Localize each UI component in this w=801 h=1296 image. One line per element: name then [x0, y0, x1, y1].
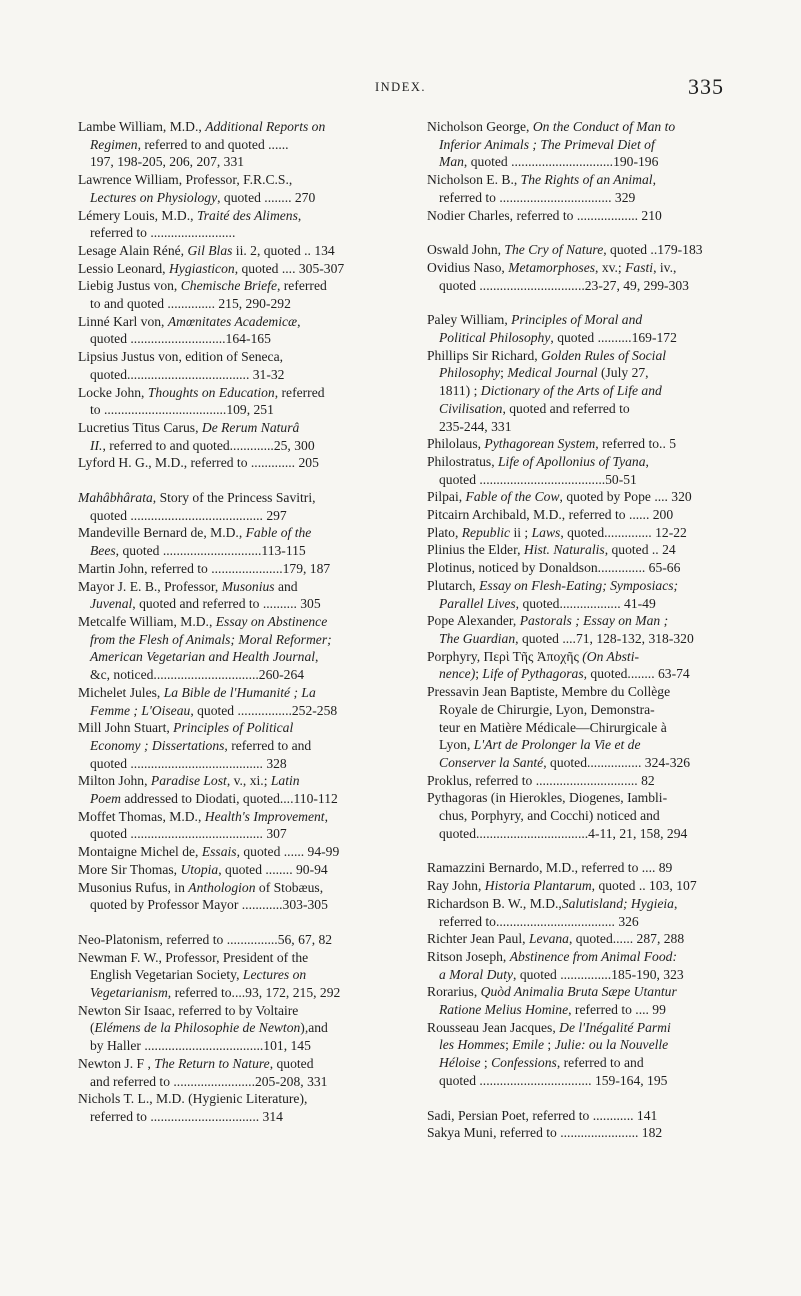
entry-line: Richter Jean Paul, Levana, quoted...... 287, 288 — [427, 931, 685, 947]
entry-line: quoted ...............................23-27, 49, 299-303 — [439, 277, 689, 293]
entry-line: quoted .....................................50-51 — [439, 471, 637, 487]
entry-line: Plutarch, Essay on Flesh-Eating; Symposiacs; — [427, 577, 679, 593]
entry-line: Lyford H. G., M.D., referred to ............. 205 — [78, 455, 319, 471]
index-entry — [427, 559, 746, 577]
entry-line: Inferior Animals ; The Primeval Diet of — [439, 136, 655, 152]
entry-line: Ratione Melius Homine, referred to .... 99 — [439, 1002, 666, 1018]
entry-line: Pilpai, Fable of the Cow, quoted by Pope .... 320 — [427, 489, 692, 505]
index-entry — [78, 879, 396, 914]
entry-line: Pope Alexander, Pastorals ; Essay on Man ; — [427, 613, 669, 629]
entry-line: quoted ....................................... 328 — [90, 755, 287, 771]
entry-line: Mayor J. E. B., Professor, Musonius and — [78, 578, 298, 594]
index-entry — [427, 311, 746, 346]
entry-line: referred to ................................. 329 — [439, 189, 636, 205]
index-entry — [78, 808, 396, 843]
entry-line: Plotinus, noticed by Donaldson.............. 65-66 — [427, 560, 681, 576]
entry-line: English Vegetarian Society, Lectures on — [90, 967, 307, 983]
entry-line: Political Philosophy, quoted ..........169-172 — [439, 330, 677, 346]
index-entry — [78, 348, 396, 383]
page-header — [0, 74, 801, 102]
entry-line: Mahâbhârata, Story of the Princess Savitri, — [78, 490, 316, 506]
entry-line: Lambe William, M.D., Additional Reports on — [78, 119, 326, 134]
entry-line: Pythagoras (in Hierokles, Diogenes, Iambli- — [427, 790, 668, 806]
index-entry — [78, 684, 396, 719]
entry-line: American Vegetarian and Health Journal, — [90, 649, 319, 665]
index-entry — [427, 171, 746, 206]
entry-line: Mill John Stuart, Principles of Political — [78, 720, 294, 736]
section-gap — [78, 914, 396, 931]
index-entry — [78, 560, 396, 578]
index-entry — [78, 1090, 396, 1125]
entry-line: Lessio Leonard, Hygiasticon, quoted .... 305-307 — [78, 260, 345, 276]
index-entry — [78, 1002, 396, 1055]
index-entry — [78, 861, 396, 879]
entry-line: Rorarius, Quòd Animalia Bruta Sæpe Utantur — [427, 984, 677, 1000]
entry-line: Paley William, Principles of Moral and — [427, 312, 643, 328]
entry-line: Civilisation, quoted and referred to — [439, 400, 630, 416]
entry-line: Nodier Charles, referred to .................. 210 — [427, 207, 662, 223]
entry-line: Newton Sir Isaac, referred to by Voltaire — [78, 1002, 299, 1018]
entry-line: Newman F. W., Professor, President of the — [78, 949, 309, 965]
index-entry — [78, 613, 396, 684]
entry-line: Vegetarianism, referred to....93, 172, 215, 292 — [90, 985, 341, 1001]
entry-line: Pressavin Jean Baptiste, Membre du Collège — [427, 684, 671, 700]
index-entry — [427, 948, 746, 983]
entry-line: Héloise ; Confessions, referred to and — [439, 1055, 644, 1071]
section-gap — [427, 842, 746, 859]
index-entry — [78, 578, 396, 613]
entry-line: Conserver la Santé, quoted................ 324-326 — [439, 754, 691, 770]
entry-line: 197, 198-205, 206, 207, 331 — [90, 154, 245, 170]
entry-line: Plato, Republic ii ; Laws, quoted.............. 12-22 — [427, 524, 687, 540]
entry-line: II., referred to and quoted.............25, 300 — [90, 437, 315, 453]
entry-line: Locke John, Thoughts on Education, referred — [78, 384, 325, 400]
entry-line: Linné Karl von, Amœnitates Academicæ, — [78, 313, 301, 329]
entry-line: Lucretius Titus Carus, De Rerum Naturâ — [78, 419, 300, 435]
entry-line: quoted by Professor Mayor ............303-305 — [90, 897, 328, 913]
entry-line: Mandeville Bernard de, M.D., Fable of the — [78, 525, 312, 541]
entry-line: Michelet Jules, La Bible de l'Humanité ; La — [78, 684, 316, 700]
entry-line: Martin John, referred to .....................179, 187 — [78, 560, 331, 576]
entry-line: les Hommes; Emile ; Julie: ou la Nouvelle — [439, 1037, 669, 1053]
section-gap — [427, 1090, 746, 1107]
index-entry — [427, 118, 746, 171]
entry-line: Royale de Chirurgie, Lyon, Demonstra- — [439, 701, 655, 717]
index-entry — [427, 488, 746, 506]
section-gap — [78, 472, 396, 489]
entry-line: Proklus, referred to .............................. 82 — [427, 772, 655, 788]
section-gap — [427, 294, 746, 311]
index-entry — [427, 683, 746, 772]
index-entry — [78, 242, 396, 260]
entry-line: Femme ; L'Oiseau, quoted ................252-258 — [90, 702, 338, 718]
index-entry — [427, 259, 746, 294]
entry-line: Oswald John, The Cry of Nature, quoted ..179-183 — [427, 242, 703, 258]
entry-line: Ray John, Historia Plantarum, quoted .. 103, 107 — [427, 878, 697, 894]
index-entry — [427, 877, 746, 895]
entry-line: Poem addressed to Diodati, quoted....110-112 — [90, 791, 338, 807]
index-entry — [78, 719, 396, 772]
entry-line: Nicholson George, On the Conduct of Man to — [427, 119, 676, 134]
entry-line: Bees, quoted .............................113-115 — [90, 543, 306, 559]
entry-line: Rousseau Jean Jacques, De l'Inégalité Parmi — [427, 1019, 671, 1035]
entry-line: Regimen, referred to and quoted ...... — [90, 136, 289, 152]
index-entry — [78, 772, 396, 807]
entry-line: Metcalfe William, M.D., Essay on Abstinence — [78, 613, 328, 629]
index-entry — [427, 648, 746, 683]
index-entry — [78, 260, 396, 278]
entry-line: to ....................................109, 251 — [90, 402, 274, 418]
entry-line: quoted ....................................... 307 — [90, 826, 287, 842]
entry-line: (Elémens de la Philosophie de Newton),and — [90, 1020, 328, 1036]
index-entry — [78, 313, 396, 348]
entry-line: Newton J. F , The Return to Nature, quoted — [78, 1055, 314, 1071]
entry-line: quoted.................................4-11, 21, 158, 294 — [439, 825, 688, 841]
running-title: INDEX. — [374, 80, 426, 94]
entry-line: teur en Matière Médicale—Chirurgicale à — [439, 719, 667, 735]
entry-line: quoted ................................. 159-164, 195 — [439, 1072, 668, 1088]
entry-line: Porphyry, Περὶ Τῆς Ἀποχῆς (On Absti- — [427, 648, 639, 664]
index-entry — [427, 1124, 746, 1142]
entry-line: Lyon, L'Art de Prolonger la Vie et de — [439, 737, 641, 753]
entry-line: from the Flesh of Animals; Moral Reformer; — [90, 631, 332, 647]
index-column-right — [427, 118, 746, 1142]
entry-line: Liebig Justus von, Chemische Briefe, referred — [78, 278, 327, 294]
index-entry — [427, 930, 746, 948]
index-entry — [78, 843, 396, 861]
entry-line: Richardson B. W., M.D.,Salutisland; Hygieia, — [427, 895, 678, 911]
index-entry — [427, 895, 746, 930]
entry-line: Lémery Louis, M.D., Traité des Alimens, — [78, 207, 302, 223]
entry-line: Lectures on Physiology, quoted ........ 270 — [90, 189, 316, 205]
index-entry — [78, 171, 396, 206]
index-entry — [427, 789, 746, 842]
entry-line: to and quoted .............. 215, 290-292 — [90, 296, 291, 312]
entry-line: Philosophy; Medical Journal (July 27, — [439, 365, 649, 381]
index-entry — [427, 983, 746, 1018]
entry-line: Philostratus, Life of Apollonius of Tyana, — [427, 453, 649, 469]
entry-line: Economy ; Dissertations, referred to and — [90, 737, 312, 753]
entry-line: Ramazzini Bernardo, M.D., referred to .... 89 — [427, 860, 673, 876]
index-entry — [427, 435, 746, 453]
entry-line: and referred to ........................205-208, 331 — [90, 1073, 328, 1089]
entry-line: Milton John, Paradise Lost, v., xi.; Latin — [78, 773, 300, 789]
index-entry — [427, 506, 746, 524]
entry-line: Ovidius Naso, Metamorphoses, xv.; Fasti, iv., — [427, 259, 677, 275]
entry-line: Man, quoted ..............................190-196 — [439, 154, 659, 170]
index-entry — [78, 419, 396, 454]
entry-line: Lesage Alain Réné, Gil Blas ii. 2, quoted .. 134 — [78, 242, 335, 258]
entry-line: Montaigne Michel de, Essais, quoted ...... 94-99 — [78, 844, 340, 860]
entry-line: by Haller ...................................101, 145 — [90, 1038, 311, 1054]
entry-line: Juvenal, quoted and referred to .......... 305 — [90, 596, 321, 612]
index-entry — [427, 577, 746, 612]
entry-line: referred to ......................... — [90, 225, 236, 241]
entry-line: chus, Porphyry, and Cocchi) noticed and — [439, 808, 660, 824]
entry-line: &c, noticed...............................260-264 — [90, 667, 305, 683]
index-entry — [427, 772, 746, 790]
entry-line: Plinius the Elder, Hist. Naturalis, quoted .. 24 — [427, 542, 676, 558]
entry-line: Sadi, Persian Poet, referred to ............ 141 — [427, 1107, 658, 1123]
index-entry — [78, 118, 396, 171]
entry-line: quoted.................................... 31-32 — [90, 366, 285, 382]
entry-line: Phillips Sir Richard, Golden Rules of Social — [427, 347, 667, 363]
entry-line: Moffet Thomas, M.D., Health's Improvement, — [78, 808, 328, 824]
entry-line: referred to ................................ 314 — [90, 1108, 283, 1124]
index-entry — [78, 207, 396, 242]
entry-line: Ritson Joseph, Abstinence from Animal Food: — [427, 948, 677, 964]
entry-line: referred to................................... 326 — [439, 913, 639, 929]
index-entry — [78, 1055, 396, 1090]
index-entry — [78, 384, 396, 419]
entry-line: Philolaus, Pythagorean System, referred to.. 5 — [427, 436, 677, 452]
entry-line: Lawrence William, Professor, F.R.C.S., — [78, 172, 293, 188]
entry-line: Pitcairn Archibald, M.D., referred to ...... 200 — [427, 507, 674, 523]
index-entry — [427, 859, 746, 877]
entry-line: quoted ....................................... 297 — [90, 507, 287, 523]
entry-line: Lipsius Justus von, edition of Seneca, — [78, 349, 284, 365]
index-entry — [427, 612, 746, 647]
index-entry — [78, 454, 396, 472]
entry-line: The Guardian, quoted ....71, 128-132, 318-320 — [439, 630, 694, 646]
entry-line: Nicholson E. B., The Rights of an Animal, — [427, 172, 656, 188]
index-entry — [427, 541, 746, 559]
entry-line: Sakya Muni, referred to ....................... 182 — [427, 1125, 663, 1141]
index-entry — [427, 1107, 746, 1125]
entry-line: 235-244, 331 — [439, 418, 512, 434]
index-entry — [427, 453, 746, 488]
index-column-left — [78, 118, 396, 1126]
entry-line: a Moral Duty, quoted ...............185-190, 323 — [439, 966, 684, 982]
entry-line: Nichols T. L., M.D. (Hygienic Literature), — [78, 1091, 308, 1107]
index-entry — [78, 524, 396, 559]
index-entry — [78, 931, 396, 949]
index-entry — [427, 524, 746, 542]
index-entry — [78, 277, 396, 312]
entry-line: Neo-Platonism, referred to ...............56, 67, 82 — [78, 931, 333, 947]
entry-line: nence); Life of Pythagoras, quoted........ 63-74 — [439, 666, 690, 682]
index-entry — [78, 489, 396, 524]
page-number: 335 — [688, 74, 724, 99]
entry-line: Musonius Rufus, in Anthologion of Stobæus, — [78, 879, 324, 895]
entry-line: More Sir Thomas, Utopia, quoted ........ 90-94 — [78, 861, 328, 877]
index-entry — [78, 949, 396, 1002]
section-gap — [427, 224, 746, 241]
entry-line: 1811) ; Dictionary of the Arts of Life and — [439, 383, 662, 399]
entry-line: quoted ............................164-165 — [90, 331, 271, 347]
index-entry — [427, 207, 746, 225]
index-entry — [427, 347, 746, 436]
index-entry — [427, 241, 746, 259]
index-entry — [427, 1019, 746, 1090]
entry-line: Parallel Lives, quoted.................. 41-49 — [439, 595, 656, 611]
